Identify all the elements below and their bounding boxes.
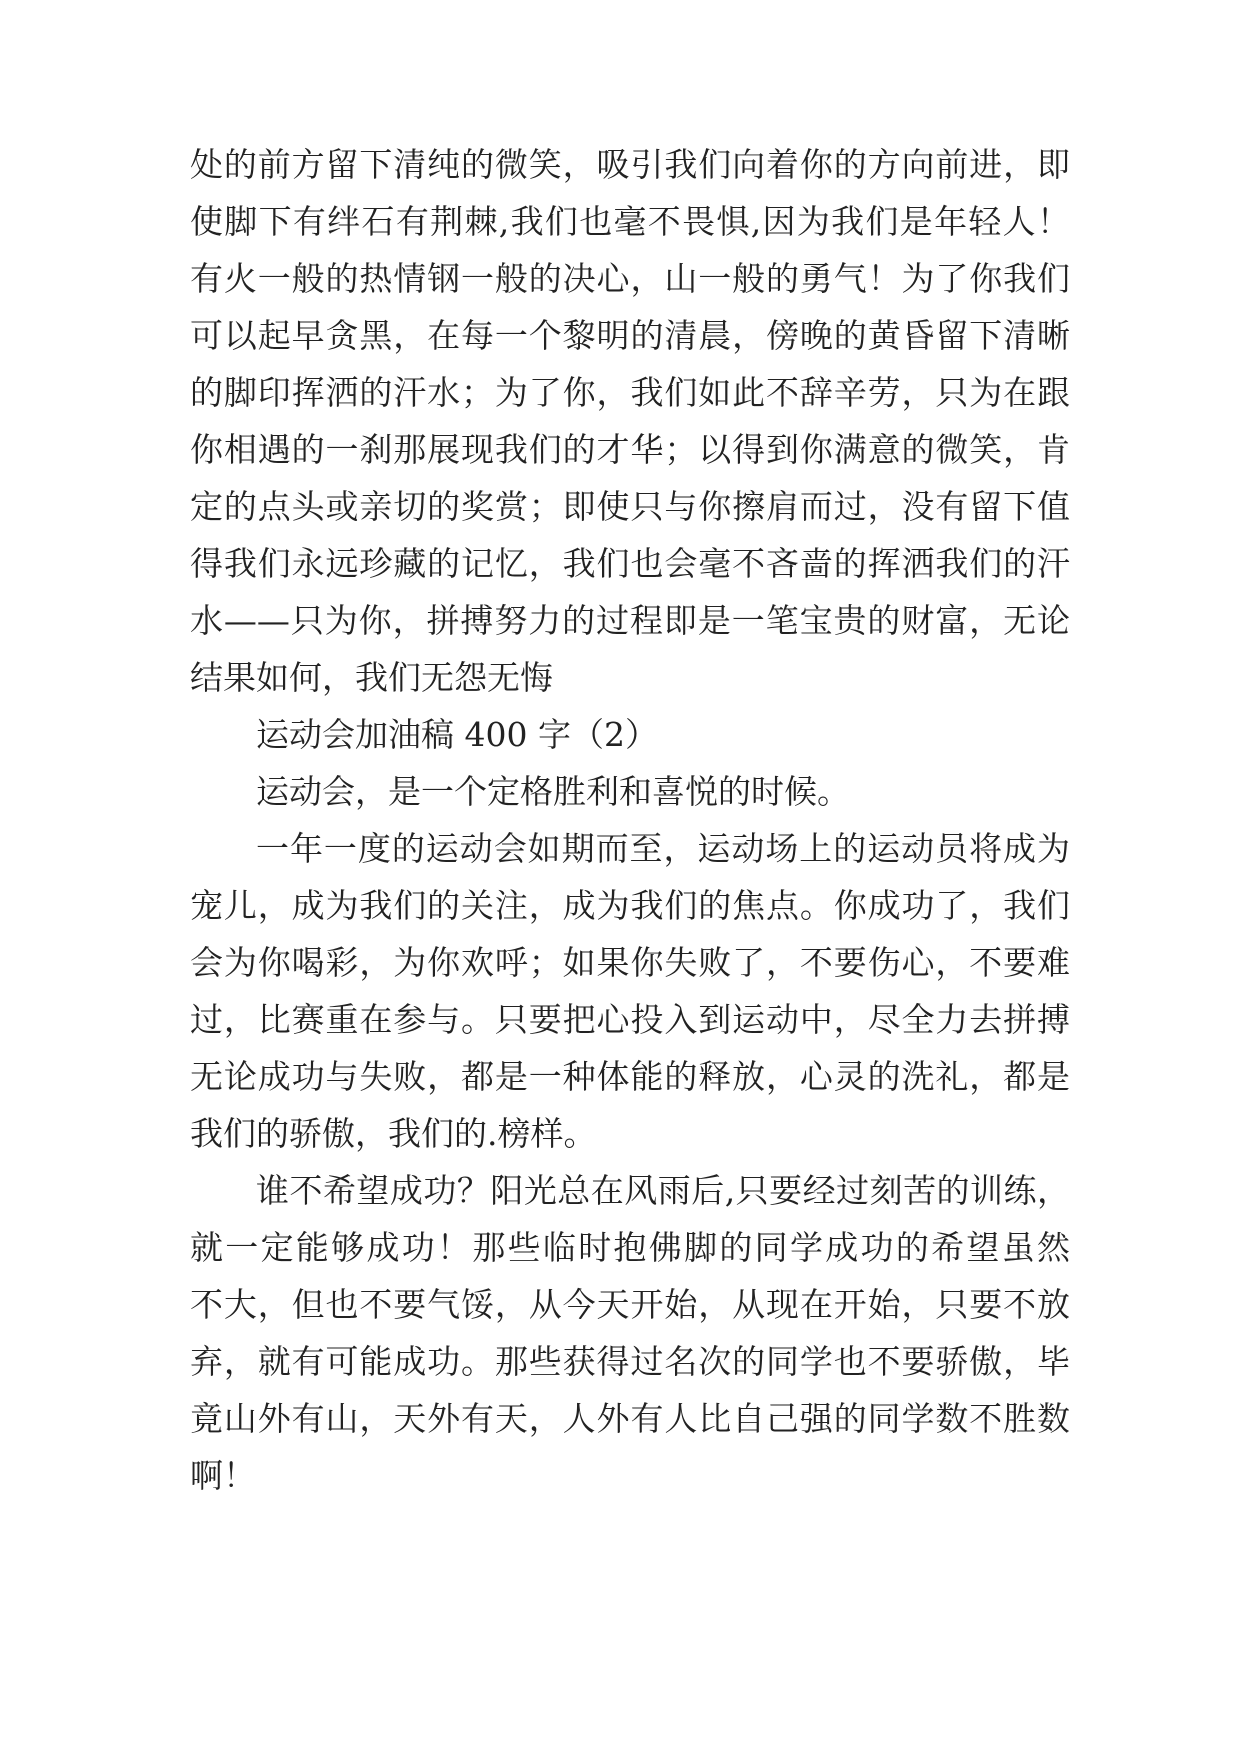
text-line: 过，比赛重在参与。只要把心投入到运动中，尽全力去拼搏 (190, 1000, 1070, 1039)
text-line: 的脚印挥洒的汗水；为了你，我们如此不辞辛劳，只为在跟 (190, 373, 1070, 412)
text-line: 可以起早贪黑，在每一个黎明的清晨，傍晚的黄昏留下清晰 (190, 316, 1070, 355)
text-line: 弃，就有可能成功。那些获得过名次的同学也不要骄傲，毕 (190, 1342, 1070, 1381)
text-line: 处的前方留下清纯的微笑，吸引我们向着你的方向前进，即 (190, 145, 1070, 184)
text-line: 不大，但也不要气馁，从今天开始，从现在开始，只要不放 (190, 1285, 1070, 1324)
paragraph-first-line: 一年一度的运动会如期而至，运动场上的运动员将成为 (256, 829, 1070, 868)
section-heading: 运动会加油稿 400 字（2） (256, 715, 658, 754)
text-line: 宠儿，成为我们的关注，成为我们的焦点。你成功了，我们 (190, 886, 1070, 925)
text-line: 我们的骄傲，我们的.榜样。 (190, 1114, 597, 1153)
text-line: 竟山外有山，天外有天，人外有人比自己强的同学数不胜数 (190, 1399, 1070, 1438)
text-line: 结果如何，我们无怨无悔 (190, 658, 553, 697)
text-line: 就一定能够成功！那些临时抱佛脚的同学成功的希望虽然 (190, 1228, 1070, 1267)
text-line: 会为你喝彩，为你欢呼；如果你失败了，不要伤心，不要难 (190, 943, 1070, 982)
paragraph-first-line: 运动会，是一个定格胜利和喜悦的时候。 (256, 772, 850, 811)
paragraph-first-line: 谁不希望成功？阳光总在风雨后,只要经过刻苦的训练， (256, 1171, 1070, 1210)
text-line: 啊！ (190, 1456, 256, 1495)
text-line: 有火一般的热情钢一般的决心，山一般的勇气！为了你我们 (190, 259, 1070, 298)
text-line: 得我们永远珍藏的记忆，我们也会毫不吝啬的挥洒我们的汗 (190, 544, 1070, 583)
text-line: 你相遇的一刹那展现我们的才华；以得到你满意的微笑，肯 (190, 430, 1070, 469)
text-line: 定的点头或亲切的奖赏；即使只与你擦肩而过，没有留下值 (190, 487, 1070, 526)
text-line: 无论成功与失败，都是一种体能的释放，心灵的洗礼，都是 (190, 1057, 1070, 1096)
text-line: 水——只为你，拼搏努力的过程即是一笔宝贵的财富，无论 (190, 601, 1070, 640)
text-line: 使脚下有绊石有荆棘,我们也毫不畏惧,因为我们是年轻人！ (190, 202, 1070, 241)
